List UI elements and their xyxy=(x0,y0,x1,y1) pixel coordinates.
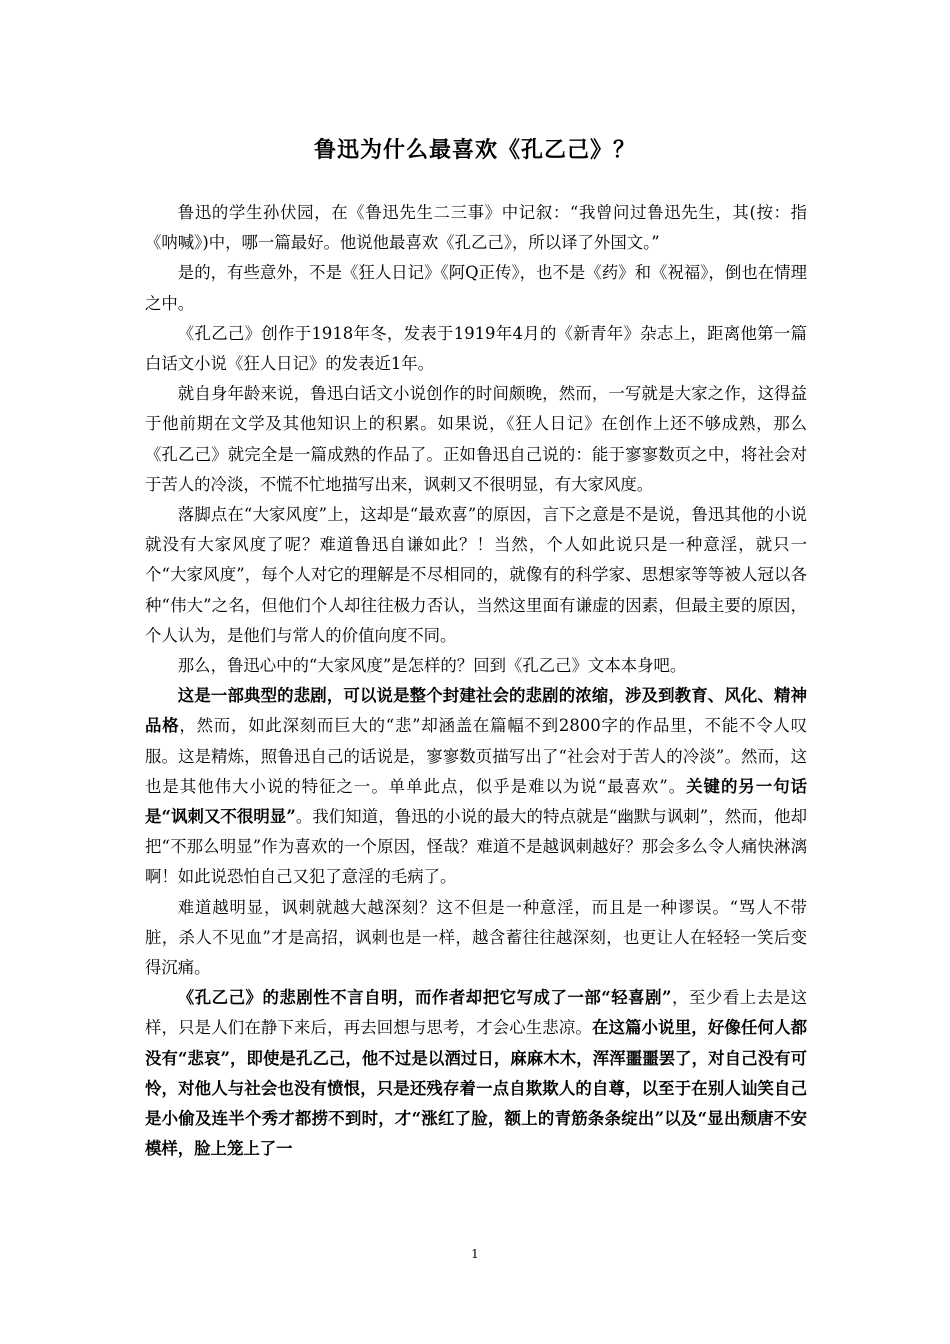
bold-text: 《孔乙己》的悲剧性不言自明，而作者却把它写成了一部“轻喜剧” xyxy=(177,988,672,1008)
paragraph-text: 难道越明显，讽刺就越大越深刻？这不但是一种意淫，而且是一种谬误。“骂人不带脏，杀人不见血”才是高招，讽刺也是一样，越含蓄往往越深刻，也更让人在轻轻一笑后变得沉痛。 xyxy=(145,897,807,978)
paragraph xyxy=(145,198,807,258)
paragraph xyxy=(145,319,807,379)
paragraph xyxy=(145,651,807,681)
paragraph xyxy=(145,379,807,500)
paragraph-text: 。我们知道，鲁迅的小说的最大的特点就是“幽默与讽刺”，然而，他却把“不那么明显”作为喜欢的一个原因，怪哉？难道不是越讽刺越好？那会多么令人痛快淋漓啊！如此说恐怕自己又犯了意淫的毛病了。 xyxy=(145,807,807,887)
paragraph-text: 鲁迅的学生孙伏园，在《鲁迅先生二三事》中记叙：“我曾问过鲁迅先生，其(按：指《呐喊》)中，哪一篇最好。他说他最喜欢《孔乙己》，所以译了外国文。” xyxy=(145,203,807,253)
paragraph-text: 那么，鲁迅心中的“大家风度”是怎样的？回到《孔乙己》文本本身吧。 xyxy=(177,656,687,676)
paragraph-text: ，至少看上去是这样，只是人们在静下来后，再去回想与思考，才会心生悲凉。 xyxy=(145,988,807,1038)
paragraph-text: 《孔乙己》创作于1918年冬，发表于1919年4月的《新青年》杂志上，距离他第一篇白话文小说《狂人日记》的发表近1年。 xyxy=(145,323,807,374)
paragraph xyxy=(145,500,807,651)
page-number: 1 xyxy=(471,1247,479,1261)
bold-text: 这是一部典型的悲剧，可以说是整个封建社会的悲剧的浓缩，涉及到教育、风化、精神品格 xyxy=(145,686,807,736)
paragraph xyxy=(145,893,807,984)
paragraph-text: 落脚点在“大家风度”上，这却是“最欢喜”的原因，言下之意是不是说，鲁迅其他的小说就没有大家风度了呢？难道鲁迅自谦如此？！当然，个人如此说只是一种意淫，就只一个“大家风度”，每个人对它的理解是不尽相同的，就像有的科学家、思想家等等被人冠以各种“伟大”之名，但他们个人却往往极力否认，当然这里面有谦虚的因素，但最主要的原因，个人认为，是他们与常人的价值向度不同。 xyxy=(145,505,807,645)
paragraph-text: 是的，有些意外，不是《狂人日记》《阿Q正传》，也不是《药》和《祝福》，倒也在情理之中。 xyxy=(145,263,807,313)
bold-text: 关键的另一句话是“讽刺又不很明显” xyxy=(145,776,807,827)
document-body xyxy=(145,198,807,1165)
paragraph xyxy=(145,681,807,892)
paragraph xyxy=(145,983,807,1164)
bold-text: 在这篇小说里，好像任何人都没有“悲哀”，即使是孔乙己，他不过是以酒过日，麻麻木木，浑浑噩噩罢了，对自己没有可怜，对他人与社会也没有愤恨，只是还残存着一点自欺欺人的自尊，以至于在别人讪笑自己是小偷及连半个秀才都捞不到时，才“涨红了脸，额上的青筋条条绽出”以及“显出颓唐不安模样，脸上笼上了一 xyxy=(145,1018,808,1159)
paragraph xyxy=(145,258,807,318)
paragraph-text: 就自身年龄来说，鲁迅白话文小说创作的时间颇晚，然而，一写就是大家之作，这得益于他前期在文学及其他知识上的积累。如果说，《狂人日记》在创作上还不够成熟，那么《孔乙己》就完全是一篇成熟的作品了。正如鲁迅自己说的：能于寥寥数页之中，将社会对于苦人的冷淡，不慌不忙地描写出来，讽刺又不很明显，有大家风度。 xyxy=(145,384,807,494)
page-title: 鲁迅为什么最喜欢《孔乙己》？ xyxy=(313,138,636,163)
paragraph-text: ，然而，如此深刻而巨大的“悲”却涵盖在篇幅不到2800字的作品里，不能不令人叹服。这是精炼，照鲁迅自己的话说是，寥寥数页描写出了“社会对于苦人的冷淡”。然而，这也是其他伟大小说的特征之一。单单此点，似乎是难以为说“最喜欢”。 xyxy=(145,716,807,796)
